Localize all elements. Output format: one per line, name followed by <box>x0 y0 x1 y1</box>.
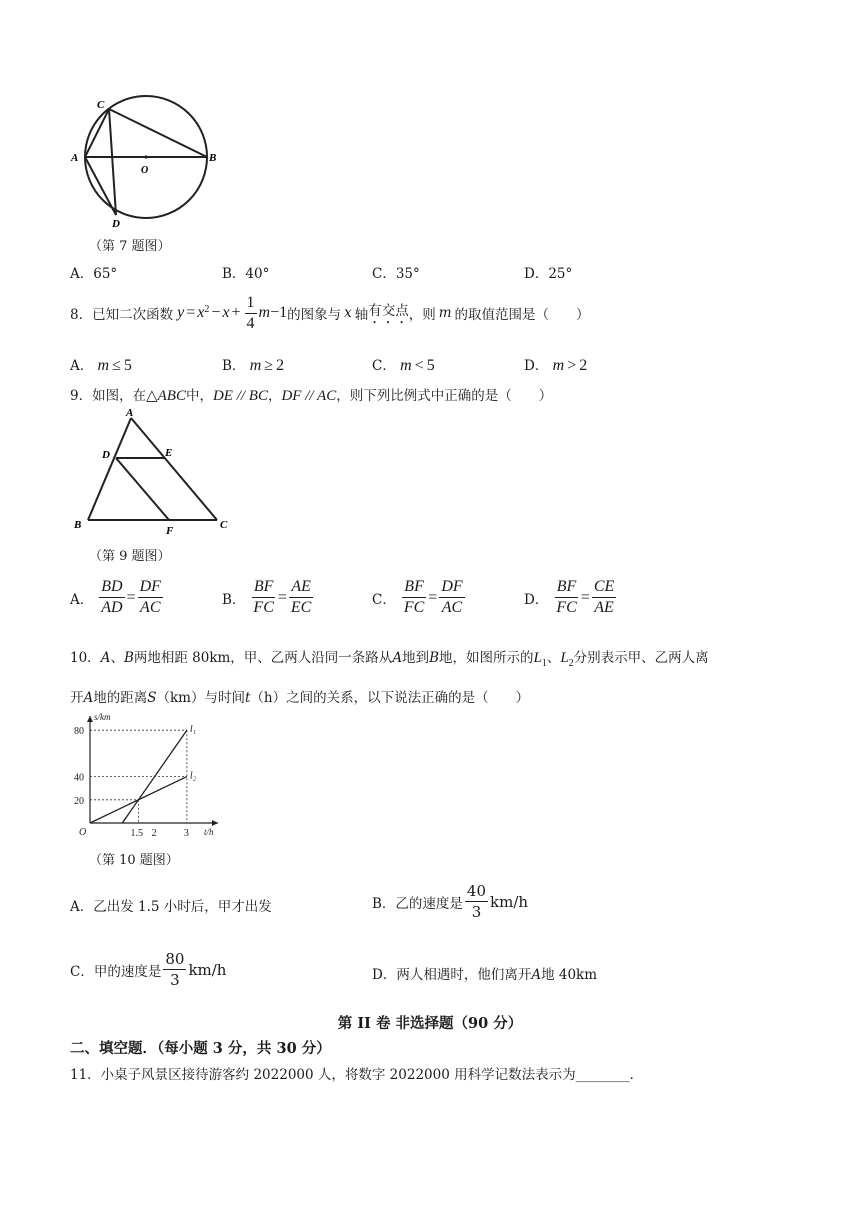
q7-option-b-text: 40° <box>245 266 270 282</box>
q9-option-d-den-1: FC <box>556 599 577 616</box>
q9-option-a-eq: = <box>126 588 136 606</box>
q10-option-d-text-1: 两人相遇时，他们离开 <box>396 967 532 983</box>
q9-relation-1: DE // BC <box>212 388 268 404</box>
q10-tick-label-y-80: 80 <box>74 726 84 738</box>
q8-option-a[interactable] <box>70 354 132 375</box>
q7-chord-cd <box>109 109 116 215</box>
q8-option-d-rel: > <box>567 357 577 374</box>
q10-line1-c: B <box>123 650 134 666</box>
q9-option-c-letter: C． <box>372 591 396 608</box>
q10-line2-t: t <box>244 690 251 706</box>
q9-option-d-num-1: BF <box>555 578 579 598</box>
q9-option-c-frac-1 <box>402 578 426 617</box>
q10-option-b-text: 乙的速度是 <box>395 895 463 912</box>
q9-option-a-num-2: DF <box>138 578 163 598</box>
q8-option-d[interactable] <box>524 354 587 375</box>
q7-option-d-letter: D． <box>524 266 549 282</box>
q10-tick-label-x-1-5: 1.5 <box>130 828 143 839</box>
q10-stem-line-1 <box>70 646 709 669</box>
q9-option-c-frac-2 <box>439 578 464 617</box>
q10-series-label-1: l₁ <box>189 724 197 736</box>
q10-option-c-text: 甲的速度是 <box>93 963 162 980</box>
q7-option-c[interactable] <box>372 262 420 282</box>
q10-caption: （第 10 题图） <box>89 853 179 868</box>
q10-l1-letter: L <box>533 650 542 666</box>
q8-option-d-var: m <box>552 357 565 374</box>
q8-option-b-val: 2 <box>276 357 285 374</box>
q7-option-b-letter: B． <box>222 266 246 282</box>
q8-func-tail: −1 <box>270 304 288 321</box>
q7-option-a[interactable] <box>70 262 117 282</box>
q9-option-a-den-2: AC <box>140 599 161 616</box>
q10-option-b-den: 3 <box>471 903 482 921</box>
q9-option-c-eq: = <box>428 588 438 606</box>
q9-option-a-expr <box>97 578 165 617</box>
q10-line2-s: S <box>147 690 157 706</box>
q8-text-before: 已知二次函数 <box>92 307 174 323</box>
q7-chord-ad <box>85 157 116 215</box>
q9-option-d-den-2: AE <box>594 599 614 616</box>
q8-frac-num: 1 <box>245 294 257 314</box>
q9-option-d-expr <box>552 578 618 617</box>
q10-line1-e: A <box>392 650 403 666</box>
q10-option-a-text: 乙出发 1.5 小时后，甲才出发 <box>93 899 272 915</box>
q9-label-b: B <box>74 519 82 531</box>
q10-line1-f: 地到 <box>402 650 430 666</box>
q8-option-a-expr <box>98 357 132 374</box>
q8-func-eq: = <box>186 304 196 321</box>
q8-option-a-letter: A． <box>70 358 94 374</box>
q10-tick-label-x-2: 2 <box>151 828 157 839</box>
q7-chord-ca <box>85 109 109 157</box>
q9-option-c[interactable] <box>372 578 467 617</box>
q8-option-a-var: m <box>97 357 110 374</box>
q8-option-d-val: 2 <box>579 357 588 374</box>
q9-option-b-expr <box>249 578 315 617</box>
q9-option-b-eq: = <box>277 588 287 606</box>
q8-option-c-var: m <box>400 357 412 374</box>
q7-option-a-letter: A． <box>70 266 94 282</box>
q10-y-axis-arrow <box>87 716 93 722</box>
q10-l2-symbol <box>560 650 574 669</box>
q9-option-b-den-2: EC <box>290 599 312 616</box>
q8-func-minus: − <box>211 304 221 321</box>
q10-x-axis-arrow <box>212 820 218 826</box>
q8-text-x: x <box>344 305 352 321</box>
q8-text-emphasis: 有交点 <box>368 303 409 319</box>
q9-option-d-frac-2 <box>592 578 616 617</box>
q7-caption: （第 7 题图） <box>89 239 171 254</box>
q9-option-a-den-1: AD <box>101 599 123 616</box>
q8-option-c-val: 5 <box>426 357 435 374</box>
q8-text-m: m <box>438 305 452 321</box>
q8-option-c[interactable] <box>372 354 435 375</box>
q9-text-3: ，则下列比例式中正确的是（ ） <box>336 388 553 404</box>
q9-label-c: C <box>220 519 228 531</box>
q10-origin-label: O <box>79 827 87 838</box>
q9-option-b-frac-2 <box>289 578 313 617</box>
q9-option-b-den-1: FC <box>253 599 274 616</box>
q10-option-a-letter: A． <box>70 899 94 915</box>
q9-label-d: D <box>102 449 110 461</box>
q10-option-c-unit: km/h <box>188 960 227 979</box>
q9-separator: ， <box>267 388 282 404</box>
q10-chart <box>68 708 228 840</box>
q10-option-b-unit: km/h <box>490 892 529 911</box>
q9-option-a[interactable] <box>70 578 165 617</box>
q8-option-a-rel: ≤ <box>112 357 121 374</box>
q9-text-1: 如图，在 <box>92 388 147 404</box>
q8-frac-den: 4 <box>246 314 255 332</box>
q10-option-d-letter: D． <box>372 967 397 983</box>
q10-line2-a: 开 <box>70 690 84 706</box>
q9-option-b-num-1: BF <box>252 578 276 598</box>
q8-option-b-rel: ≥ <box>264 357 274 374</box>
q10-l1-symbol <box>533 650 547 669</box>
q9-option-a-frac-2 <box>138 578 163 617</box>
q9-option-a-num-1: BD <box>99 578 124 598</box>
q9-option-c-den-1: FC <box>403 599 425 616</box>
q7-option-d[interactable] <box>524 262 572 282</box>
q10-line1-i: 、 <box>546 650 561 666</box>
q10-option-d-text-2: 地 40km <box>541 967 598 983</box>
q10-option-b-frac <box>465 882 488 921</box>
q8-option-c-letter: C． <box>372 358 396 374</box>
q9-label-f: F <box>166 525 174 536</box>
q7-option-b[interactable] <box>222 262 269 282</box>
q8-func-plus: + <box>231 304 241 321</box>
q10-option-c-den: 3 <box>170 971 180 989</box>
q10-line2-d: （km）与时间 <box>156 690 245 706</box>
q9-caption: （第 9 题图） <box>89 549 171 564</box>
q9-option-d-num-2: CE <box>592 578 616 598</box>
q8-stem <box>70 292 590 334</box>
q8-text-after-2: 轴 <box>354 307 369 323</box>
q11-text: 11．小桌子风景区接待游客约 2022000 人，将数字 2022000 用科学记数法表示为________． <box>70 1067 644 1083</box>
q8-option-c-rel: < <box>414 357 424 374</box>
q7-option-a-text: 65° <box>93 266 118 282</box>
q9-text-2: 中， <box>185 388 213 404</box>
q9-segment-df <box>116 458 169 520</box>
q9-label-a: A <box>126 407 134 419</box>
q10-option-b-letter: B． <box>372 895 396 912</box>
q9-stem <box>70 384 552 405</box>
q10-tick-label-x-3: 3 <box>183 828 189 839</box>
q8-fraction <box>245 294 257 333</box>
q10-line2-c: 地的距离 <box>93 690 148 706</box>
q7-figure <box>68 94 228 234</box>
q7-label-c: C <box>97 99 105 111</box>
q9-number: 9． <box>70 388 93 404</box>
q8-number: 8． <box>70 307 93 323</box>
q7-center-dot <box>144 155 147 158</box>
q10-option-c-num: 80 <box>165 950 185 968</box>
q8-option-c-expr <box>400 357 435 374</box>
q10-line1-j: 分别表示甲、乙两人离 <box>573 650 709 666</box>
q8-option-a-val: 5 <box>123 357 132 374</box>
section-2-title: 第 II 卷 非选择题（90 分） <box>337 1015 523 1032</box>
q9-label-e: E <box>165 447 173 459</box>
q10-option-b[interactable] <box>372 882 528 921</box>
q9-option-d-eq: = <box>580 588 590 606</box>
q9-option-c-num-1: BF <box>402 578 426 598</box>
q7-label-a: A <box>71 152 79 164</box>
q8-text-after-3: ，则 <box>408 307 436 323</box>
q9-option-d-letter: D． <box>524 591 549 608</box>
q10-l2-letter: L <box>560 650 569 666</box>
q10-x-axis-label: t/h <box>204 827 214 837</box>
q9-option-b-frac-1 <box>251 578 275 617</box>
q10-line1-d: 两地相距 80km，甲、乙两人沿同一条路从 <box>133 650 393 666</box>
q10-l1-sub: 1 <box>541 658 547 669</box>
q8-option-d-expr <box>553 357 588 374</box>
q10-l2-sub: 2 <box>568 658 574 669</box>
q7-label-o: O <box>141 165 149 176</box>
q10-y-axis-label: s/km <box>94 712 111 722</box>
q10-option-a[interactable] <box>70 895 272 915</box>
q8-option-b-letter: B． <box>222 358 246 374</box>
q9-option-c-num-2: DF <box>439 578 464 598</box>
q8-func-x2: x <box>197 304 205 321</box>
q10-line1-a: A <box>100 650 111 666</box>
q9-option-b-letter: B． <box>222 591 246 608</box>
q10-series-label-2: l₂ <box>189 770 197 782</box>
q9-option-c-den-2: AC <box>441 599 463 616</box>
q8-text-after-1: 的图象与 <box>287 307 342 323</box>
q9-option-b-num-2: AE <box>289 578 313 598</box>
q7-label-d: D <box>112 218 120 230</box>
q10-line2-b: A <box>83 690 94 706</box>
q10-line1-b: 、 <box>110 650 124 666</box>
q9-figure <box>70 406 240 536</box>
q10-line1-g: B <box>429 650 439 666</box>
q9-option-d[interactable] <box>524 578 618 617</box>
q7-option-d-text: 25° <box>548 266 573 282</box>
q9-option-b[interactable] <box>222 578 315 617</box>
q10-option-c[interactable] <box>70 950 226 989</box>
q9-triangle: △ABC <box>146 388 186 404</box>
q10-option-c-frac <box>163 950 186 989</box>
q8-option-b-var: m <box>249 357 262 374</box>
q10-option-d[interactable] <box>372 963 597 983</box>
q8-text-after-4: 的取值范围是（ ） <box>454 307 590 323</box>
q8-func-m: m <box>258 304 271 321</box>
q8-option-b[interactable] <box>222 354 284 375</box>
q10-line2-e: （h）之间的关系，以下说法正确的是（ ） <box>250 690 530 706</box>
q10-option-b-num: 40 <box>466 882 487 900</box>
q9-option-d-frac-1 <box>554 578 578 617</box>
q9-option-a-frac-1 <box>99 578 124 617</box>
q7-option-c-text: 35° <box>395 266 420 282</box>
q10-tick-label-y-40: 40 <box>74 772 84 784</box>
section-2-part-title: 二、填空题．（每小题 3 分，共 30 分） <box>70 1040 331 1057</box>
q9-side-ac <box>131 418 217 520</box>
q8-function <box>177 294 287 333</box>
q7-option-c-letter: C． <box>372 266 396 282</box>
q10-option-d-a: A <box>531 967 542 983</box>
q8-func-sup: 2 <box>204 303 210 315</box>
q8-option-b-expr <box>250 357 284 374</box>
q9-option-a-letter: A． <box>70 591 94 608</box>
q9-option-c-expr <box>400 578 467 617</box>
q9-relation-2: DF // AC <box>281 388 337 404</box>
q8-func-x: x <box>222 304 230 321</box>
q10-stem-line-2 <box>70 686 529 706</box>
q10-option-c-letter: C． <box>70 963 94 980</box>
q10-number: 10． <box>70 650 101 666</box>
q8-func-y: y <box>177 304 185 321</box>
q10-tick-label-y-20: 20 <box>74 795 84 807</box>
q10-line1-h: 地，如图所示的 <box>438 650 534 666</box>
q8-option-d-letter: D． <box>524 358 549 374</box>
q7-label-b: B <box>209 152 217 164</box>
